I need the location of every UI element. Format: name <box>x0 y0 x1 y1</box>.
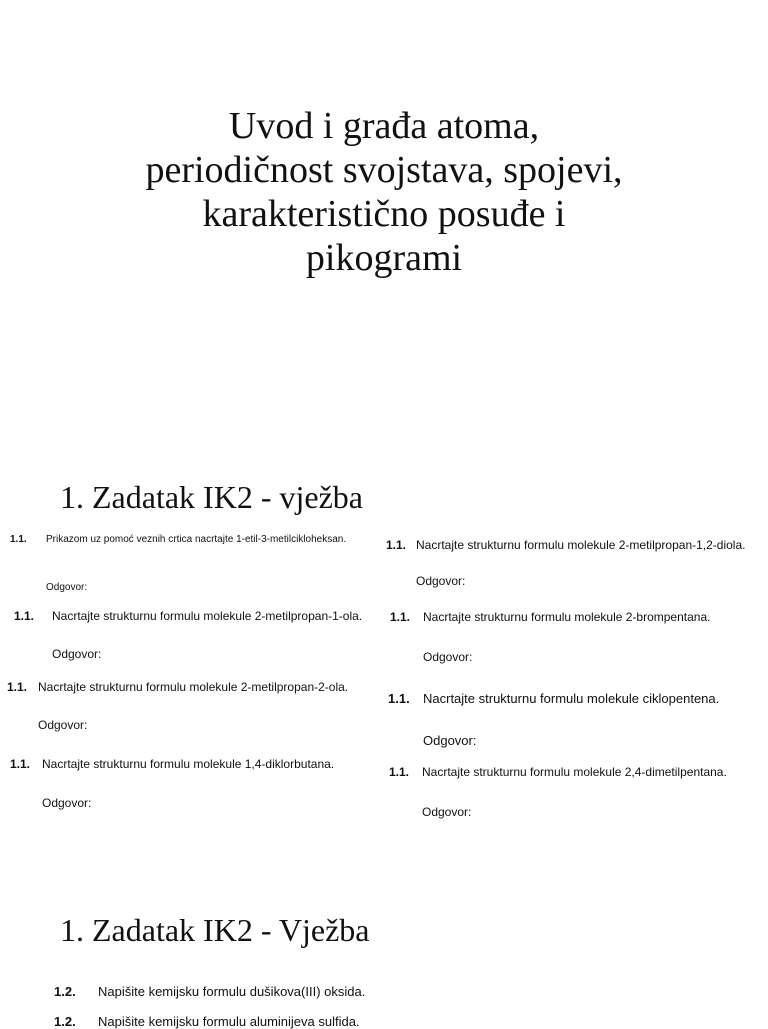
answer-label: Odgovor: <box>38 718 88 732</box>
task-question: Nacrtajte strukturnu formulu molekule 1,4-diklorbutana. <box>42 757 335 771</box>
answer-label: Odgovor: <box>423 733 477 748</box>
task-item <box>54 1014 360 1029</box>
answer-label: Odgovor: <box>42 796 92 810</box>
task-number: 1.1. <box>10 534 27 545</box>
answer-label: Odgovor: <box>416 574 466 588</box>
slide-title <box>84 104 684 280</box>
answer-label: Odgovor: <box>52 647 102 661</box>
answer-label: Odgovor: <box>423 650 473 664</box>
task-item <box>386 538 745 552</box>
task-item <box>54 984 365 999</box>
task-question: Napišite kemijsku formulu dušikova(III) oksida. <box>98 984 366 999</box>
task-number: 1.1. <box>389 765 410 779</box>
task-question: Nacrtajte strukturnu formulu molekule ciklopentena. <box>423 691 720 706</box>
task-item <box>389 765 727 779</box>
task-question: Nacrtajte strukturnu formulu molekule 2-metilpropan-1-ola. <box>52 609 363 623</box>
task-number: 1.1. <box>386 538 407 552</box>
task-question: Nacrtajte strukturnu formulu molekule 2-brompentana. <box>423 610 711 624</box>
title-line: periodičnost svojstava, spojevi, <box>145 149 623 191</box>
task-item <box>10 534 346 545</box>
task-number: 1.1. <box>7 680 28 694</box>
task-number: 1.1. <box>390 610 411 624</box>
task-number: 1.1. <box>388 691 410 706</box>
task-item <box>14 609 362 623</box>
slide2-heading: 1. Zadatak IK2 - vježba <box>60 479 363 515</box>
task-number: 1.2. <box>54 1014 76 1029</box>
task-question: Napišite kemijsku formulu aluminijeva sulfida. <box>98 1014 360 1029</box>
task-item <box>7 680 348 694</box>
task-item <box>388 691 719 706</box>
task-question: Nacrtajte strukturnu formulu molekule 2,4-dimetilpentana. <box>422 765 727 779</box>
task-number: 1.1. <box>10 757 31 771</box>
answer-label: Odgovor: <box>422 805 472 819</box>
slide3-heading: 1. Zadatak IK2 - Vježba <box>60 912 370 948</box>
task-item <box>10 757 334 771</box>
task-number: 1.2. <box>54 984 76 999</box>
task-number: 1.1. <box>14 609 35 623</box>
task-item <box>390 610 710 624</box>
task-question: Nacrtajte strukturnu formulu molekule 2-metilpropan-1,2-diola. <box>416 538 746 552</box>
task-question: Nacrtajte strukturnu formulu molekule 2-metilpropan-2-ola. <box>38 680 349 694</box>
title-line: pikogrami <box>305 237 463 279</box>
task-question: Prikazom uz pomoć veznih crtica nacrtajte 1-etil-3-metilcikloheksan. <box>46 534 347 545</box>
title-line: karakteristično posuđe i <box>202 193 566 235</box>
title-line: Uvod i građa atoma, <box>228 105 540 147</box>
answer-label: Odgovor: <box>46 582 88 593</box>
